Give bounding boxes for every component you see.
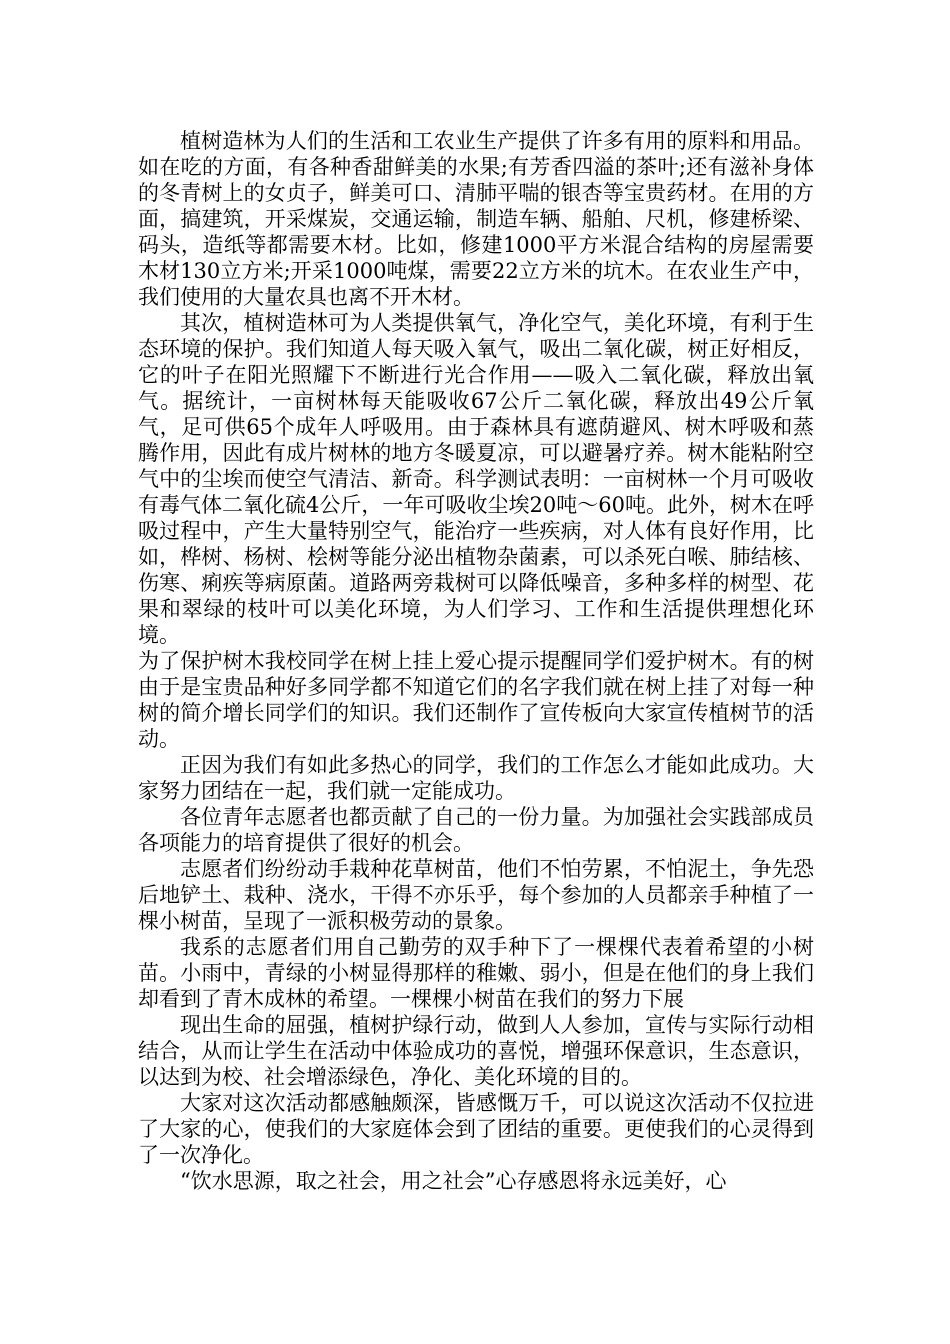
paragraph-gratitude: “饮水思源，取之社会，用之社会”心存感恩将永远美好，心 [180, 1169, 727, 1193]
paragraph-benefits-materials: 植树造林为人们的生活和工农业生产提供了许多有用的原料和用品。如在吃的方面，有各种香甜鲜美的水果;有芳香四溢的茶叶;还有滋补身体的冬青树上的女贞子，鲜美可口、清肺平喘的银杏等宝贵药材。在用的方面，搞建筑，开采煤炭，交通运输，制造车辆、船舶、尺机，修建桥梁、码头，造纸等都需要木材。比如，修建1000平方米混合结构的房屋需要木材130立方米;开采1000吨煤，需要22立方米的坑木。在农业生产中，我们使用的大量农具也离不开木材。 [138, 129, 814, 309]
paragraph-volunteers-planting: 志愿者们纷纷动手栽种花草树苗，他们不怕劳累，不怕泥土，争先恐后地铲土、栽种、浇水，干得不亦乐乎，每个参加的人员都亲手种植了一棵小树苗，呈现了一派积极劳动的景象。 [138, 857, 814, 933]
paragraph-seedlings-hope: 我系的志愿者们用自己勤劳的双手种下了一棵棵代表着希望的小树苗。小雨中，青绿的小树显得那样的稚嫩、弱小，但是在他们的身上我们却看到了青木成林的希望。一棵棵小树苗在我们的努力下展 [138, 935, 814, 1011]
paragraph-green-action: 现出生命的屈强，植树护绿行动，做到人人参加，宣传与实际行动相结合，从而让学生在活动中体验成功的喜悦，增强环保意识，生态意识，以达到为校、社会增添绿色，净化、美化环境的目的。 [138, 1013, 814, 1089]
document-body [138, 128, 814, 1194]
paragraph-enthusiastic-students: 正因为我们有如此多热心的同学，我们的工作怎么才能如此成功。大家努力团结在一起，我们就一定能成功。 [138, 753, 814, 803]
paragraph-volunteers-contribution: 各位青年志愿者也都贡献了自己的一份力量。为加强社会实践部成员各项能力的培育提供了很好的机会。 [138, 805, 814, 855]
paragraph-protect-trees: 为了保护树木我校同学在树上挂上爱心提示提醒同学们爱护树木。有的树由于是宝贵品种好多同学都不知道它们的名字我们就在树上挂了对每一种树的简介增长同学们的知识。我们还制作了宣传板向大家宣传植树节的活动。 [138, 649, 814, 751]
paragraph-benefits-environment: 其次，植树造林可为人类提供氧气，净化空气，美化环境，有利于生态环境的保护。我们知道人每天吸入氧气，吸出二氧化碳，树正好相反，它的叶子在阳光照耀下不断进行光合作用——吸入二氧化碳，释放出氧气。据统计，一亩树林每天能吸收67公斤二氧化碳，释放出49公斤氧气，足可供65个成年人呼吸用。由于森林具有遮荫避风、树木呼吸和蒸腾作用，因此有成片树林的地方冬暖夏凉，可以避暑疗养。树木能粘附空气中的尘埃而使空气清洁、新奇。科学测试表明：一亩树林一个月可吸收有毒气体二氧化硫4公斤，一年可吸收尘埃20吨～60吨。此外，树木在呼吸过程中，产生大量特别空气，能治疗一些疾病，对人体有良好作用，比如，桦树、杨树、桧树等能分泌出植物杂菌素，可以杀死白喉、肺结核、伤寒、痢疾等病原菌。道路两旁栽树可以降低噪音，多种多样的树型、花果和翠绿的枝叶可以美化环境，为人们学习、工作和生活提供理想化环境。 [138, 311, 814, 647]
paragraph-reflection: 大家对这次活动都感触颇深，皆感慨万千，可以说这次活动不仅拉进了大家的心，使我们的大家庭体会到了团结的重要。更使我们的心灵得到了一次净化。 [138, 1091, 814, 1167]
